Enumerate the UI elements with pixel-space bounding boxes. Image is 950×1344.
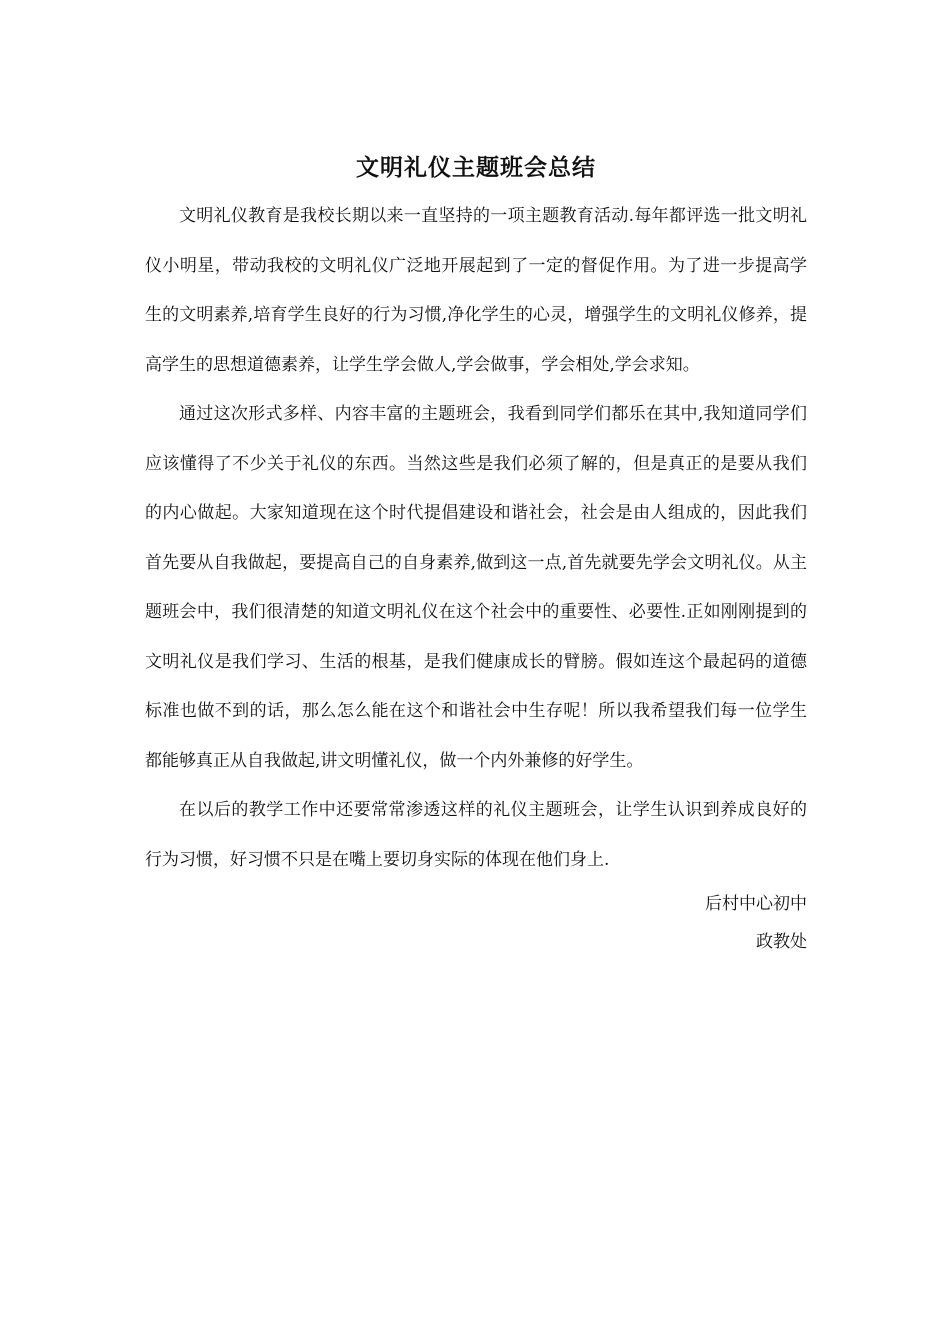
document-page <box>145 150 807 961</box>
paragraph-body: 通过这次形式多样、内容丰富的主题班会，我看到同学们都乐在其中,我知道同学们应该懂得了不少关于礼仪的东西。当然这些是我们必须了解的，但是真正的是要从我们的内心做起。大家知道现在这个时代提倡建设和谐社会，社会是由人组成的，因此我们首先要从自我做起，要提高自己的自身素养,做到这一点,首先就要先学会文明礼仪。从主题班会中，我们很清楚的知道文明礼仪在这个社会中的重要性、必要性.正如刚刚提到的文明礼仪是我们学习、生活的根基，是我们健康成长的臂膀。假如连这个最起码的道德标准也做不到的话，那么怎么能在这个和谐社会中生存呢！所以我希望我们每一位学生都能够真正从自我做起,讲文明懂礼仪，做一个内外兼修的好学生。 <box>145 404 807 771</box>
paragraph-intro: 文明礼仪教育是我校长期以来一直坚持的一项主题教育活动.每年都评选一批文明礼仪小明星，带动我校的文明礼仪广泛地开展起到了一定的督促作用。为了进一步提高学生的文明素养,培育学生良好的行为习惯,净化学生的心灵，增强学生的文明礼仪修养，提高学生的思想道德素养，让学生学会做人,学会做事，学会相处,学会求知。 <box>145 206 807 375</box>
paragraph-conclusion: 在以后的教学工作中还要常常渗透这样的礼仪主题班会，让学生认识到养成良好的行为习惯，好习惯不只是在嘴上要切身实际的体现在他们身上. <box>145 800 807 870</box>
signature-school: 后村中心初中 <box>705 894 807 914</box>
signature-department: 政教处 <box>756 932 807 952</box>
document-title: 文明礼仪主题班会总结 <box>356 154 596 181</box>
